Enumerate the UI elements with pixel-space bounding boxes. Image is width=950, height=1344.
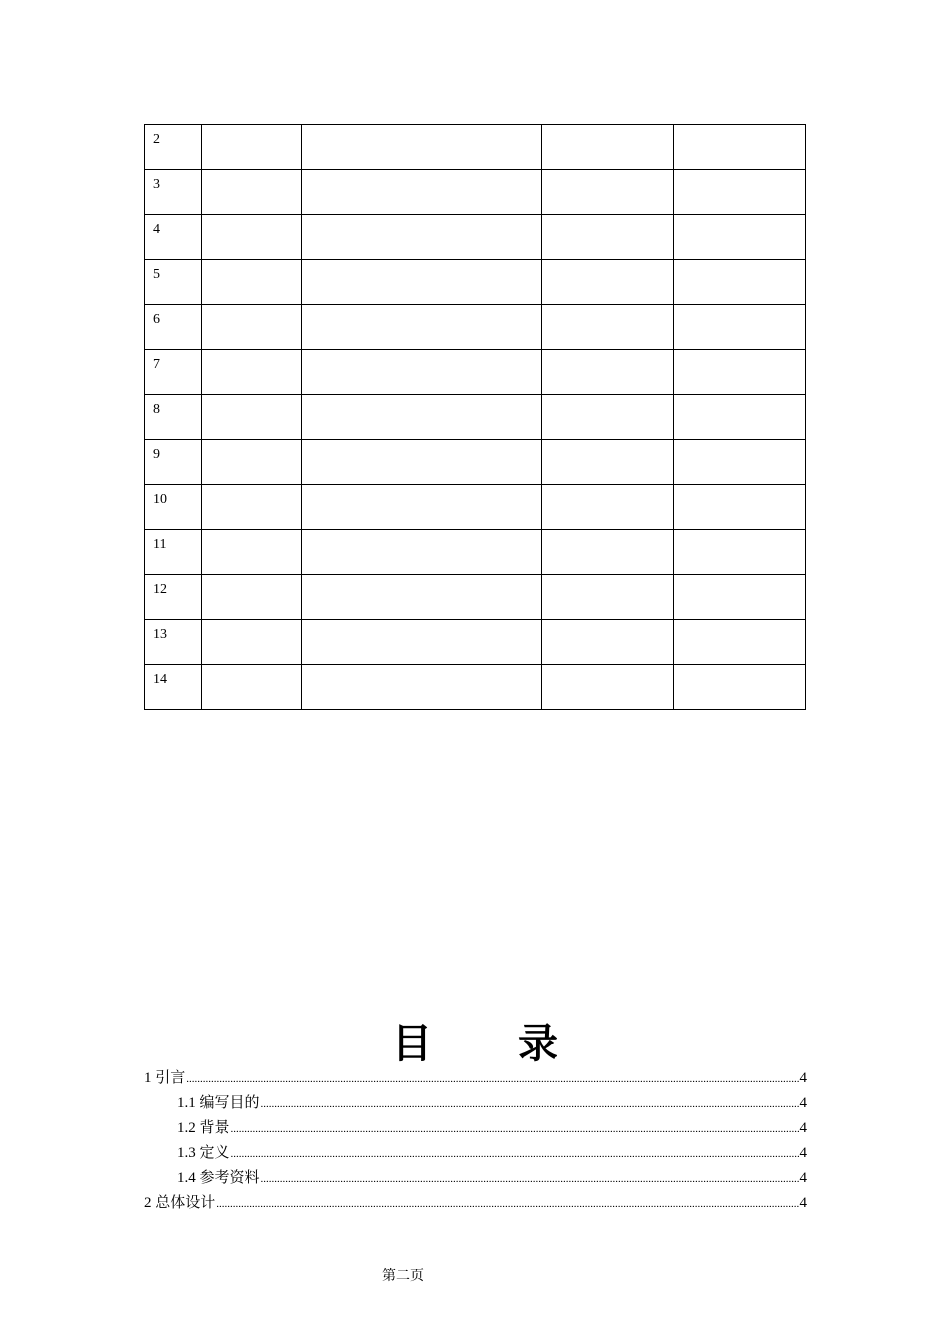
- row-number-cell: 2: [145, 125, 202, 170]
- empty-cell: [674, 530, 806, 575]
- empty-cell: [202, 170, 302, 215]
- revision-table: [144, 124, 806, 710]
- row-number-cell: 13: [145, 620, 202, 665]
- empty-cell: [302, 260, 542, 305]
- toc-entry[interactable]: [144, 1066, 807, 1091]
- empty-cell: [202, 395, 302, 440]
- toc-entry-page: 4: [799, 1195, 807, 1211]
- empty-cell: [542, 125, 674, 170]
- table-row: [145, 620, 806, 665]
- empty-cell: [542, 395, 674, 440]
- table-row: [145, 665, 806, 710]
- empty-cell: [674, 260, 806, 305]
- empty-cell: [674, 440, 806, 485]
- toc-leader-dots: [216, 1192, 798, 1217]
- table-row: [145, 125, 806, 170]
- page-footer: 第二页: [382, 1268, 424, 1284]
- table-row: [145, 440, 806, 485]
- empty-cell: [542, 350, 674, 395]
- empty-cell: [202, 260, 302, 305]
- row-number-cell: 4: [145, 215, 202, 260]
- toc-entry-label: 2 总体设计: [144, 1195, 216, 1211]
- row-number-cell: 7: [145, 350, 202, 395]
- empty-cell: [302, 665, 542, 710]
- empty-cell: [302, 485, 542, 530]
- empty-cell: [674, 170, 806, 215]
- empty-cell: [302, 350, 542, 395]
- empty-cell: [674, 350, 806, 395]
- table-row: [145, 530, 806, 575]
- empty-cell: [674, 125, 806, 170]
- row-number-cell: 6: [145, 305, 202, 350]
- empty-cell: [202, 485, 302, 530]
- empty-cell: [674, 485, 806, 530]
- empty-cell: [542, 440, 674, 485]
- toc-entry-label: 1.4 参考资料: [177, 1170, 260, 1186]
- empty-cell: [674, 395, 806, 440]
- table-row: [145, 395, 806, 440]
- toc-title: 目 录: [392, 1021, 594, 1067]
- empty-cell: [674, 215, 806, 260]
- empty-cell: [542, 575, 674, 620]
- table-row: [145, 485, 806, 530]
- empty-cell: [542, 170, 674, 215]
- empty-cell: [302, 170, 542, 215]
- toc-entry[interactable]: [144, 1191, 807, 1216]
- empty-cell: [542, 485, 674, 530]
- table-of-contents: [144, 1066, 807, 1216]
- empty-cell: [674, 620, 806, 665]
- empty-cell: [674, 575, 806, 620]
- toc-entry-page: 4: [799, 1170, 807, 1186]
- empty-cell: [202, 620, 302, 665]
- row-number-cell: 3: [145, 170, 202, 215]
- empty-cell: [202, 530, 302, 575]
- empty-cell: [302, 575, 542, 620]
- toc-leader-dots: [186, 1067, 798, 1092]
- empty-cell: [202, 215, 302, 260]
- toc-entry-label: 1.3 定义: [177, 1145, 230, 1161]
- empty-cell: [542, 260, 674, 305]
- empty-cell: [202, 665, 302, 710]
- row-number-cell: 5: [145, 260, 202, 305]
- toc-entry-label: 1.1 编写目的: [177, 1095, 260, 1111]
- empty-cell: [542, 305, 674, 350]
- toc-leader-dots: [231, 1117, 799, 1142]
- empty-cell: [302, 620, 542, 665]
- toc-entry-page: 4: [799, 1145, 807, 1161]
- table-row: [145, 170, 806, 215]
- empty-cell: [542, 530, 674, 575]
- empty-cell: [542, 620, 674, 665]
- toc-entry-label: 1 引言: [144, 1070, 186, 1086]
- row-number-cell: 10: [145, 485, 202, 530]
- row-number-cell: 8: [145, 395, 202, 440]
- empty-cell: [302, 215, 542, 260]
- toc-entry[interactable]: [144, 1116, 807, 1141]
- toc-entry-label: 1.2 背景: [177, 1120, 230, 1136]
- toc-leader-dots: [261, 1167, 799, 1192]
- table-row: [145, 575, 806, 620]
- toc-entry-page: 4: [799, 1120, 807, 1136]
- row-number-cell: 11: [145, 530, 202, 575]
- toc-entry[interactable]: [144, 1141, 807, 1166]
- row-number-cell: 14: [145, 665, 202, 710]
- toc-entry[interactable]: [144, 1166, 807, 1191]
- table-row: [145, 305, 806, 350]
- empty-cell: [202, 125, 302, 170]
- empty-cell: [674, 665, 806, 710]
- row-number-cell: 9: [145, 440, 202, 485]
- empty-cell: [302, 305, 542, 350]
- row-number-cell: 12: [145, 575, 202, 620]
- table-row: [145, 260, 806, 305]
- toc-entry-page: 4: [799, 1070, 807, 1086]
- empty-cell: [202, 575, 302, 620]
- toc-leader-dots: [261, 1092, 799, 1117]
- empty-cell: [302, 530, 542, 575]
- toc-entry[interactable]: [144, 1091, 807, 1116]
- table-row: [145, 350, 806, 395]
- empty-cell: [302, 440, 542, 485]
- empty-cell: [302, 395, 542, 440]
- empty-cell: [202, 350, 302, 395]
- empty-cell: [542, 665, 674, 710]
- empty-cell: [674, 305, 806, 350]
- empty-cell: [202, 440, 302, 485]
- toc-leader-dots: [231, 1142, 799, 1167]
- empty-cell: [202, 305, 302, 350]
- empty-cell: [302, 125, 542, 170]
- revision-table-body: [145, 125, 806, 710]
- toc-entry-page: 4: [799, 1095, 807, 1111]
- empty-cell: [542, 215, 674, 260]
- table-row: [145, 215, 806, 260]
